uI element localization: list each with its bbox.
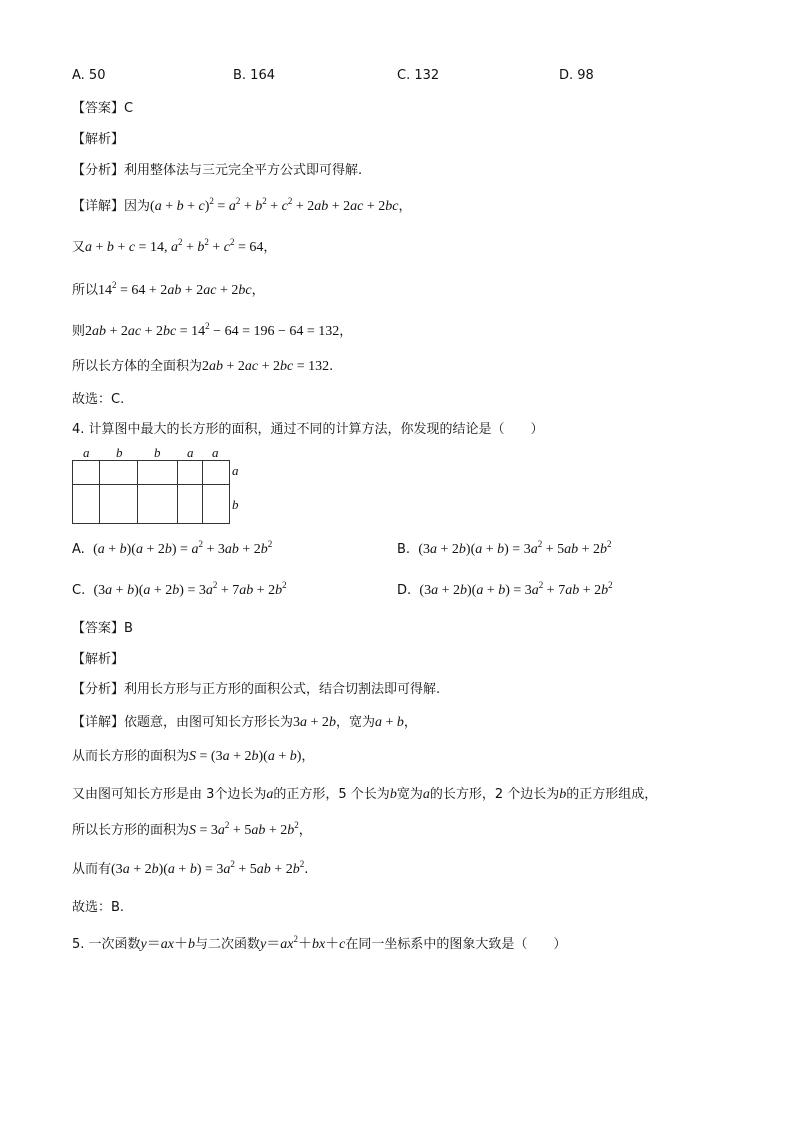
figure-label-side-2: b bbox=[232, 497, 239, 512]
q4-detail-5: 从而有$(3a + 2b)(a + b) = 3a^2 + 5ab + 2b^2$. bbox=[72, 859, 309, 877]
q4-option-a: A. $(a + b)(a + 2b) = a^2 + 3ab + 2b^2$ bbox=[72, 539, 273, 557]
q3-answer: 【答案】C bbox=[72, 101, 134, 116]
option-d: D. 98 bbox=[559, 68, 594, 83]
q4-detail-4: 所以长方形的面积为$S = 3a^2 + 5ab + 2b^2$， bbox=[72, 820, 312, 838]
q3-detail-3: 所以$14^2 = 64 + 2ab + 2ac + 2bc$， bbox=[72, 280, 265, 298]
q4-detail-3: 又由图可知长方形是由 3个边长为a的正方形，5 个长为b宽为a的长方形，2 个边长为b的正方形组成， bbox=[72, 787, 658, 802]
q4-guxuan: 故选：B. bbox=[72, 900, 125, 915]
q3-fenxi: 【分析】利用整体法与三元完全平方公式即可得解. bbox=[72, 163, 363, 178]
q5-stem: 5. 一次函数y＝ax＋b与二次函数$y=ax^2+bx+c$在同一坐标系中的图象大致是（ ） bbox=[72, 934, 567, 952]
q4-detail-1: 【详解】依题意，由图可知长方形长为3a + 2b，宽为a + b， bbox=[72, 715, 417, 730]
q3-detail-1: 【详解】因为$(a + b + c)^2 = a^2 + b^2 + c^2 + 2ab + 2ac + 2bc$， bbox=[72, 196, 412, 214]
figure-label-top-3: b bbox=[154, 445, 161, 460]
q3-jiexi: 【解析】 bbox=[72, 132, 125, 147]
option-a: A. 50 bbox=[72, 68, 106, 83]
figure-label-top-1: a bbox=[83, 445, 90, 460]
q4-fenxi: 【分析】利用长方形与正方形的面积公式，结合切割法即可得解. bbox=[72, 682, 441, 697]
q4-detail-2: 从而长方形的面积为S = (3a + 2b)(a + b)， bbox=[72, 749, 315, 764]
q3-detail-5: 所以长方体的全面积为2ab + 2ac + 2bc = 132. bbox=[72, 359, 334, 374]
q4-jiexi: 【解析】 bbox=[72, 652, 125, 667]
q3-guxuan: 故选：C. bbox=[72, 392, 125, 407]
option-c: C. 132 bbox=[397, 68, 440, 83]
figure-label-top-2: b bbox=[116, 445, 123, 460]
rectangle-grid bbox=[72, 460, 230, 524]
figure-label-top-4: a bbox=[187, 445, 194, 460]
figure-label-side-1: a bbox=[232, 463, 239, 478]
q4-stem: 4. 计算图中最大的长方形的面积，通过不同的计算方法，你发现的结论是（ ） bbox=[72, 422, 544, 437]
q3-detail-2: 又a + b + c = 14, $a^2 + b^2 + c^2 = 64$， bbox=[72, 237, 277, 255]
q4-answer: 【答案】B bbox=[72, 621, 133, 636]
figure-label-top-5: a bbox=[212, 445, 219, 460]
q4-option-d: D. $(3a + 2b)(a + b) = 3a^2 + 7ab + 2b^2$ bbox=[397, 580, 613, 598]
q4-option-c: C. $(3a + b)(a + 2b) = 3a^2 + 7ab + 2b^2$ bbox=[72, 580, 287, 598]
option-b: B. 164 bbox=[233, 68, 275, 83]
q4-option-b: B. $(3a + 2b)(a + b) = 3a^2 + 5ab + 2b^2$ bbox=[397, 539, 612, 557]
q3-detail-4: 则$2ab + 2ac + 2bc = 14^2 - 64 = 196 - 64 = 132$， bbox=[72, 321, 353, 339]
